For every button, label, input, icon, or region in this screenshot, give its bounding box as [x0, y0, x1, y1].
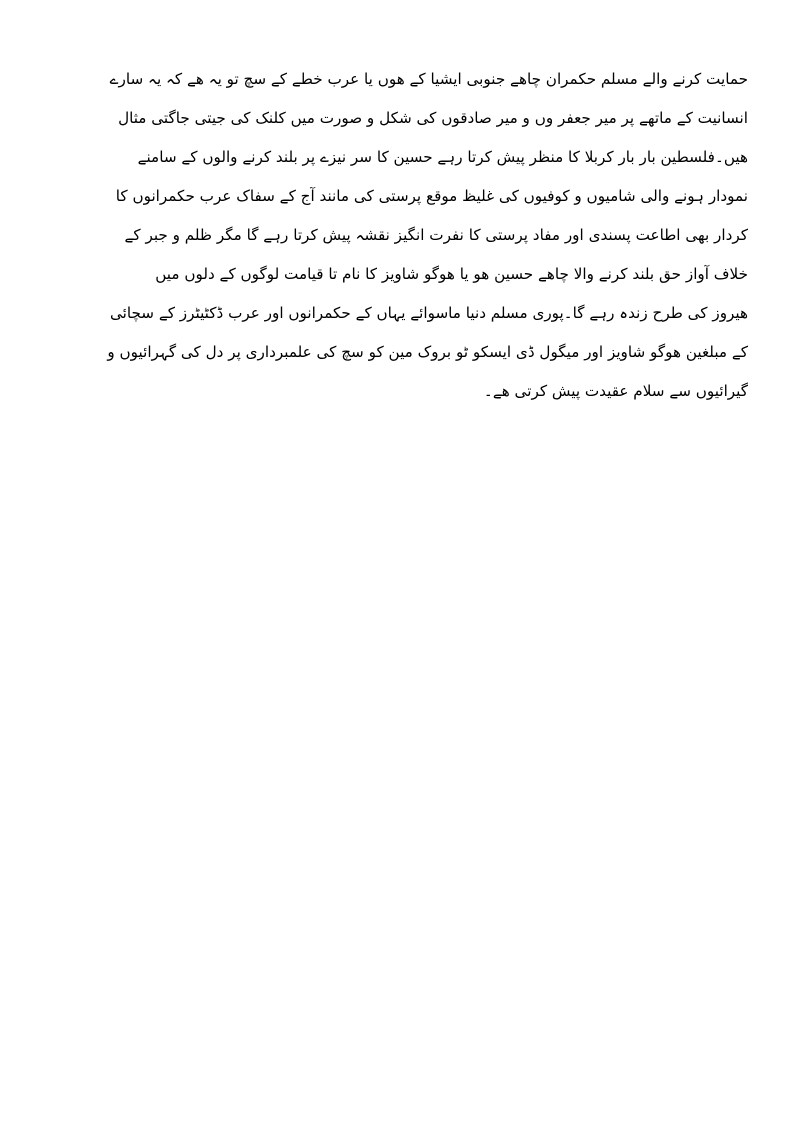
text-line: گیرائیوں سے سلام عقیدت پیش کرتی ھے۔: [483, 382, 748, 400]
text-line: نمودار ہونے والی شامیوں و کوفیوں کی غلیظ موقع پرستی کی مانند آج کے سفاک عرب حکمرانوں کا: [115, 187, 748, 205]
text-line: ھیروز کی طرح زندہ رہے گا۔پوری مسلم دنیا ماسوائے یہاں کے حکمرانوں اور عرب ڈکٹیٹرز کے سچائی: [109, 304, 748, 322]
text-line: کردار بھی اطاعت پسندی اور مفاد پرستی کا نفرت انگیز نقشہ پیش کرتا رہے گا مگر ظلم و جبر کے: [124, 226, 748, 244]
urdu-paragraph: [44, 60, 748, 411]
text-line: انسانیت کے ماتھے پر میر جعفر وں و میر صادقوں کی شکل و صورت میں کلنک کی جیتی جاگتی مثال: [118, 109, 748, 127]
text-line: خلاف آواز حق بلند کرنے والا چاھے حسین ھو یا ھوگو شاویز کا نام تا قیامت لوگوں کے دلوں میں: [155, 265, 748, 283]
text-line: ھیں۔فلسطین بار بار کربلا کا منظر پیش کرتا رہے حسین کا سر نیزے پر بلند کرنے والوں کے سامنے: [137, 148, 748, 166]
text-line: حمایت کرنے والے مسلم حکمران چاھے جنوبی ایشیا کے ھوں یا عرب خطے کے سچ تو یہ ھے کہ یہ سارے: [109, 70, 748, 88]
text-line: کے مبلغین ھوگو شاویز اور میگول ڈی ایسکو ٹو بروک مین کو سچ کی علمبرداری پر دل کی گہرائیوں و: [107, 343, 748, 361]
